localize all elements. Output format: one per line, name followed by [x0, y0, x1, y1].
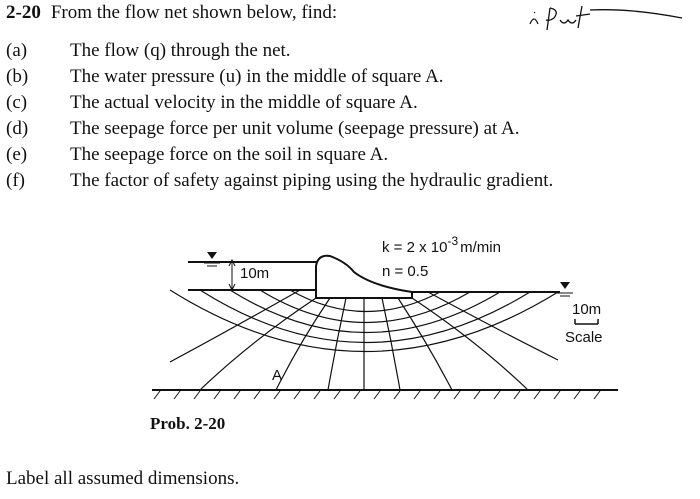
square-a-label: A [272, 367, 283, 384]
item-text: The water pressure (u) in the middle of square A. [70, 66, 444, 87]
handwritten-note [520, 0, 700, 40]
list-item [6, 92, 418, 114]
list-item [6, 144, 388, 166]
equipotential-line [412, 298, 528, 390]
footer-note: Label all assumed dimensions. [6, 468, 240, 489]
head-label: 10m [240, 265, 270, 282]
tailwater-level-icon [560, 282, 570, 289]
problem-header [6, 2, 337, 24]
item-text: The actual velocity in the middle of square A. [70, 92, 418, 113]
scale-value: 10m [572, 301, 602, 318]
item-label: (c) [6, 92, 28, 113]
water-level-icon [207, 252, 217, 259]
equipotential-line [276, 298, 330, 390]
figure-caption: Prob. 2-20 [150, 414, 226, 433]
item-text: The seepage force on the soil in square A. [70, 144, 389, 165]
item-text: The flow (q) through the net. [70, 40, 291, 61]
list-item [6, 170, 553, 192]
item-label: (e) [6, 144, 28, 165]
k-exponent: -3 [447, 234, 459, 248]
problem-prompt: From the flow net shown below, find: [50, 2, 338, 23]
k-label [382, 234, 501, 256]
equipotential-line [170, 290, 300, 362]
item-label: (f) [6, 170, 25, 191]
list-item [6, 66, 444, 88]
scale-label: Scale [565, 329, 603, 346]
equipotential-line [398, 298, 452, 390]
base-hatching [154, 391, 600, 399]
item-text: The factor of safety against piping using the hydraulic gradient. [70, 170, 554, 191]
n-label: n = 0.5 [382, 263, 429, 280]
flow-net-figure [150, 232, 620, 407]
k-units: m/min [460, 239, 501, 256]
equipotential-line [382, 298, 400, 390]
list-item [6, 118, 519, 140]
equipotential-line [428, 292, 558, 360]
problem-number: 2-20 [6, 2, 41, 23]
item-label: (b) [6, 66, 29, 87]
list-item [6, 40, 291, 62]
item-label: (a) [6, 40, 28, 61]
item-label: (d) [6, 118, 29, 139]
equipotential-line [328, 298, 346, 390]
k-value: k = 2 x 10 [382, 239, 448, 256]
item-text: The seepage force per unit volume (seepage pressure) at A. [70, 118, 520, 139]
